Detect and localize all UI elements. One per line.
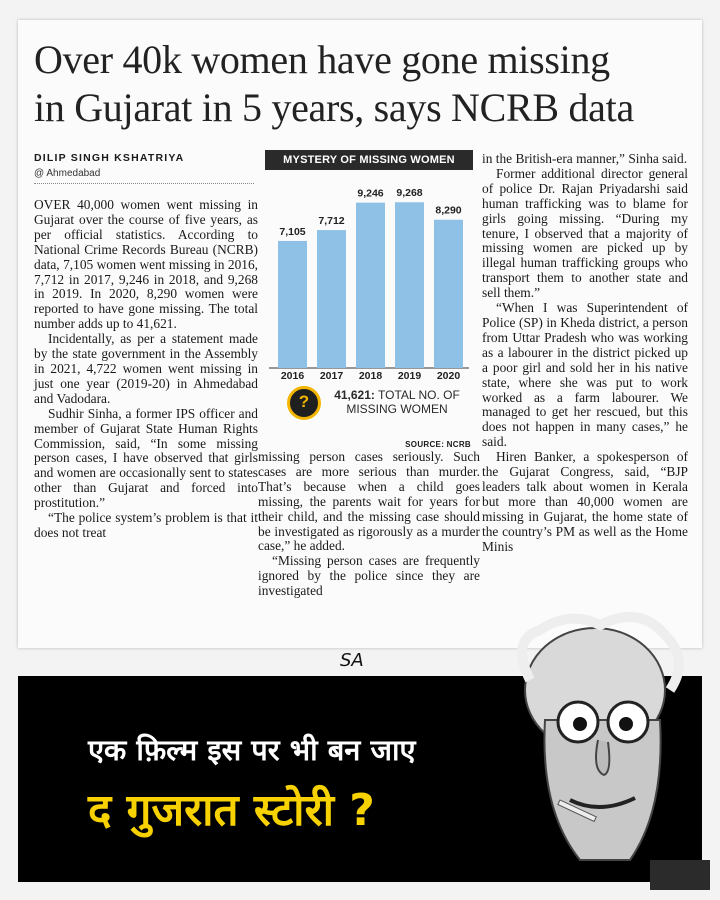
paragraph: in the British-era manner,” Sinha said. [482, 151, 688, 166]
paragraph: Incidentally, as per a statement made by the state government in the Assembly in 2021, 4,722 women went missing in just one year (2019-20) in Ahmedabad and Vadodara. [34, 331, 258, 406]
paragraph: Hiren Banker, a spokesperson of the Gujarat Congress, said, “BJP leaders talk about women in Kerala but more than 40,000 women are missing in Gujarat, the home state of the country’s PM as well as the Home Minis [482, 449, 688, 554]
paragraph: Former additional director general of police Dr. Rajan Priyadarshi said human trafficking was to blame for girls going missing. “During my tenure, I observed that a majority of missing women are picked up by illegal human trafficking groups who transport them to another state and sell them.” [482, 165, 688, 301]
bar-2019 [395, 202, 424, 368]
x-tick-label: 2020 [436, 370, 461, 380]
headline [34, 36, 694, 132]
value-label: 9,268 [396, 187, 423, 200]
article-column-2 [258, 450, 480, 599]
chart-plot [265, 172, 473, 380]
paragraph: missing person cases seriously. Such cases are more serious than murder. That’s because when a child goes missing, the parents wait for years for their child, and the missing case should be investigated as rigorously as a murder case,” he added. [258, 449, 480, 554]
value-label: 8,290 [435, 204, 462, 217]
total-number: 41,621: [334, 388, 375, 402]
paragraph: “When I was Superintendent of Police (SP) in Kheda district, a person from Uttar Pradesh who was working as a labourer in the district picked up a poor girl and sold her in his native state, where she was put to work worked as a farm labourer. We managed to get her rescued, but this does not happen in many cases,” he said. [482, 300, 688, 450]
paragraph: “Missing person cases are frequently ignored by the police since they are investigated [258, 553, 480, 599]
value-label: 9,246 [357, 187, 384, 200]
bar-2018 [356, 203, 385, 368]
bar-2017 [317, 230, 346, 368]
x-tick-label: 2019 [397, 370, 422, 380]
chart-source: SOURCE: NCRB [405, 440, 471, 449]
question-mark-glyph: ? [298, 392, 310, 411]
byline: DILIP SINGH KSHATRIYA [34, 152, 185, 164]
x-tick-label: 2017 [319, 370, 344, 380]
article-column-1 [34, 198, 258, 541]
bar-2016 [278, 241, 307, 368]
headline-line-2: in Gujarat in 5 years, says NCRB data [34, 85, 634, 130]
total-label: TOTAL NO. OF MISSING WOMEN [346, 388, 460, 416]
chart-title: MYSTERY OF MISSING WOMEN [265, 150, 473, 170]
value-label: 7,105 [279, 225, 306, 238]
bar-chart [265, 150, 473, 450]
paragraph: Sudhir Sinha, a former IPS officer and member of Gujarat State Human Rights Commission, said, “In some missing person cases, I have observed that girls and women are occasionally sent to states other than Gujarat and forced into prostitution.” [34, 405, 258, 511]
caricature-face-icon [500, 610, 710, 890]
callout-text [323, 388, 471, 416]
signature: SA [340, 650, 364, 671]
headline-line-1: Over 40k women have gone missing [34, 37, 610, 82]
x-tick-label: 2016 [280, 370, 305, 380]
dateline: @ Ahmedabad [34, 168, 101, 179]
divider [34, 183, 254, 184]
total-callout [275, 382, 471, 424]
x-tick-label: 2018 [358, 370, 383, 380]
banner-line-2: द गुजरात स्टोरी ? [88, 785, 375, 836]
article-column-3 [482, 152, 688, 554]
paragraph: OVER 40,000 women went missing in Gujarat over the course of five years, as per official statistics. According to National Crime Records Bureau (NCRB) data, 7,105 women went missing in 2016, 7,712 in 2017, 9,246 in 2018, and 9,268 in 2019. In 2020, 8,290 women were reported to have gone missing. The total number adds up to 41,621. [34, 197, 258, 332]
question-mark-icon [287, 386, 321, 420]
newspaper-clipping [18, 20, 702, 648]
banner-line-1: एक फ़िल्म इस पर भी बन जाए [88, 733, 416, 767]
bar-2020 [434, 220, 463, 368]
paragraph: “The police system’s problem is that it does not treat [34, 510, 258, 540]
value-label: 7,712 [318, 215, 345, 228]
